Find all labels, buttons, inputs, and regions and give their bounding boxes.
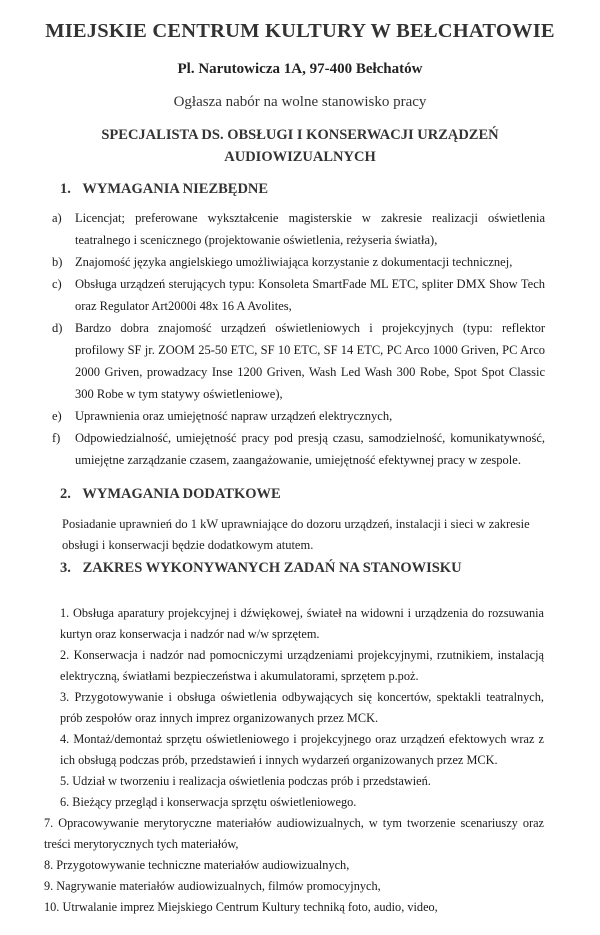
section2-heading <box>60 486 281 503</box>
task-item: 6. Bieżący przegląd i konserwacja sprzętu oświetleniowego. <box>60 795 357 809</box>
list-item <box>49 427 545 471</box>
section2-title: WYMAGANIA DODATKOWE <box>82 486 281 502</box>
task-item: 1. Obsługa aparatury projekcyjnej i dźwiękowej, świateł na widowni i urządzenia do rozsuwania kurtyn oraz konserwacja i nadzór nad w/w sprzętem. <box>60 606 544 641</box>
position-title <box>0 124 600 168</box>
list-item-text: Uprawnienia oraz umiejętność napraw urządzeń elektrycznych, <box>75 409 393 423</box>
list-item <box>49 405 545 427</box>
list-item <box>49 207 545 251</box>
list-item <box>49 273 545 317</box>
section1-title: WYMAGANIA NIEZBĘDNE <box>82 181 269 197</box>
section3-title: ZAKRES WYKONYWANYCH ZADAŃ NA STANOWISKU <box>82 560 462 576</box>
organization-address: Pl. Narutowicza 1A, 97-400 Bełchatów <box>177 61 423 77</box>
section3-number: 3. <box>60 560 71 576</box>
list-item-marker: f) <box>52 431 61 445</box>
section1-list <box>49 207 545 471</box>
position-title-line1: SPECJALISTA DS. OBSŁUGI I KONSERWACJI URZĄDZEŃ <box>101 127 499 143</box>
list-item-text: Bardzo dobra znajomość urządzeń oświetleniowych i projekcyjnych (typu: reflektor profilowy SF jr. ZOOM 25-50 ETC, SF 10 ETC, SF 14 ETC, PC Arco 1000 Griven, PC Arco 2000 Griven, prowadzacy Inse 1200 Griven, Wash Led Wash 300 Robe, Spot Spot Classic 300 Robe w tym statywy oświetleniowe), <box>75 321 545 401</box>
task-item: 2. Konserwacja i nadzór nad pomocniczymi urządzeniami projekcyjnymi, rzutnikiem, instalacją elektryczną, światłami bezpieczeństwa i akumulatorami, sprzętem p.poż. <box>60 648 544 683</box>
list-item-marker: a) <box>52 211 62 225</box>
list-item <box>49 317 545 405</box>
list-item-text: Znajomość języka angielskiego umożliwiająca korzystanie z dokumentacji technicznej, <box>75 255 513 269</box>
section3-task-list <box>44 603 544 918</box>
list-item-text: Obsługa urządzeń sterujących typu: Konsoleta SmartFade ML ETC, spliter DMX Show Tech oraz Regulator Art2000i 48x 16 A Avolites, <box>75 277 545 313</box>
task-item: 4. Montaż/demontaż sprzętu oświetleniowego i projekcyjnego oraz urządzeń efektowych wraz z ich obsługą podczas prób, przedstawień i innych wydarzeń organizowanych przez MCK. <box>60 732 544 767</box>
organization-title: MIEJSKIE CENTRUM KULTURY W BEŁCHATOWIE <box>45 20 555 42</box>
task-item: 10. Utrwalanie imprez Miejskiego Centrum Kultury techniką foto, audio, video, <box>44 900 438 914</box>
announcement-text: Ogłasza nabór na wolne stanowisko pracy <box>173 94 427 110</box>
task-item: 9. Nagrywanie materiałów audiowizualnych, filmów promocyjnych, <box>44 879 381 893</box>
section2-number: 2. <box>60 486 71 502</box>
list-item <box>49 251 545 273</box>
position-title-line2: AUDIOWIZUALNYCH <box>224 149 376 165</box>
section3-heading <box>60 560 462 577</box>
list-item-marker: b) <box>52 255 63 269</box>
task-item: 3. Przygotowywanie i obsługa oświetlenia odbywających się koncertów, spektakli teatralnych, prób zespołów oraz innych imprez organizowanych przez MCK. <box>60 690 544 725</box>
section1-heading <box>60 181 268 198</box>
task-item: 7. Opracowywanie merytoryczne materiałów audiowizualnych, w tym tworzenie scenariuszy oraz treści merytorycznych tych materiałów, <box>44 816 544 851</box>
list-item-marker: e) <box>52 409 62 423</box>
section1-number: 1. <box>60 181 71 197</box>
task-item: 8. Przygotowywanie techniczne materiałów audiowizualnych, <box>44 858 350 872</box>
section2-text: Posiadanie uprawnień do 1 kW uprawniające do dozoru urządzeń, instalacji i sieci w zakresie obsługi i konserwacji będzie dodatkowym atutem. <box>62 517 530 552</box>
list-item-text: Odpowiedzialność, umiejętność pracy pod presją czasu, samodzielność, komunikatywność, umiejętne zarządzanie czasem, zaangażowanie, umiejętność efektywnej pracy w zespole. <box>75 431 545 467</box>
list-item-marker: d) <box>52 321 63 335</box>
task-item: 5. Udział w tworzeniu i realizacja oświetlenia podczas prób i przedstawień. <box>60 774 431 788</box>
list-item-marker: c) <box>52 277 62 291</box>
list-item-text: Licencjat; preferowane wykształcenie magisterskie w zakresie realizacji oświetlenia teatralnego i scenicznego (projektowanie oświetlenia, reżyseria światła), <box>75 211 545 247</box>
